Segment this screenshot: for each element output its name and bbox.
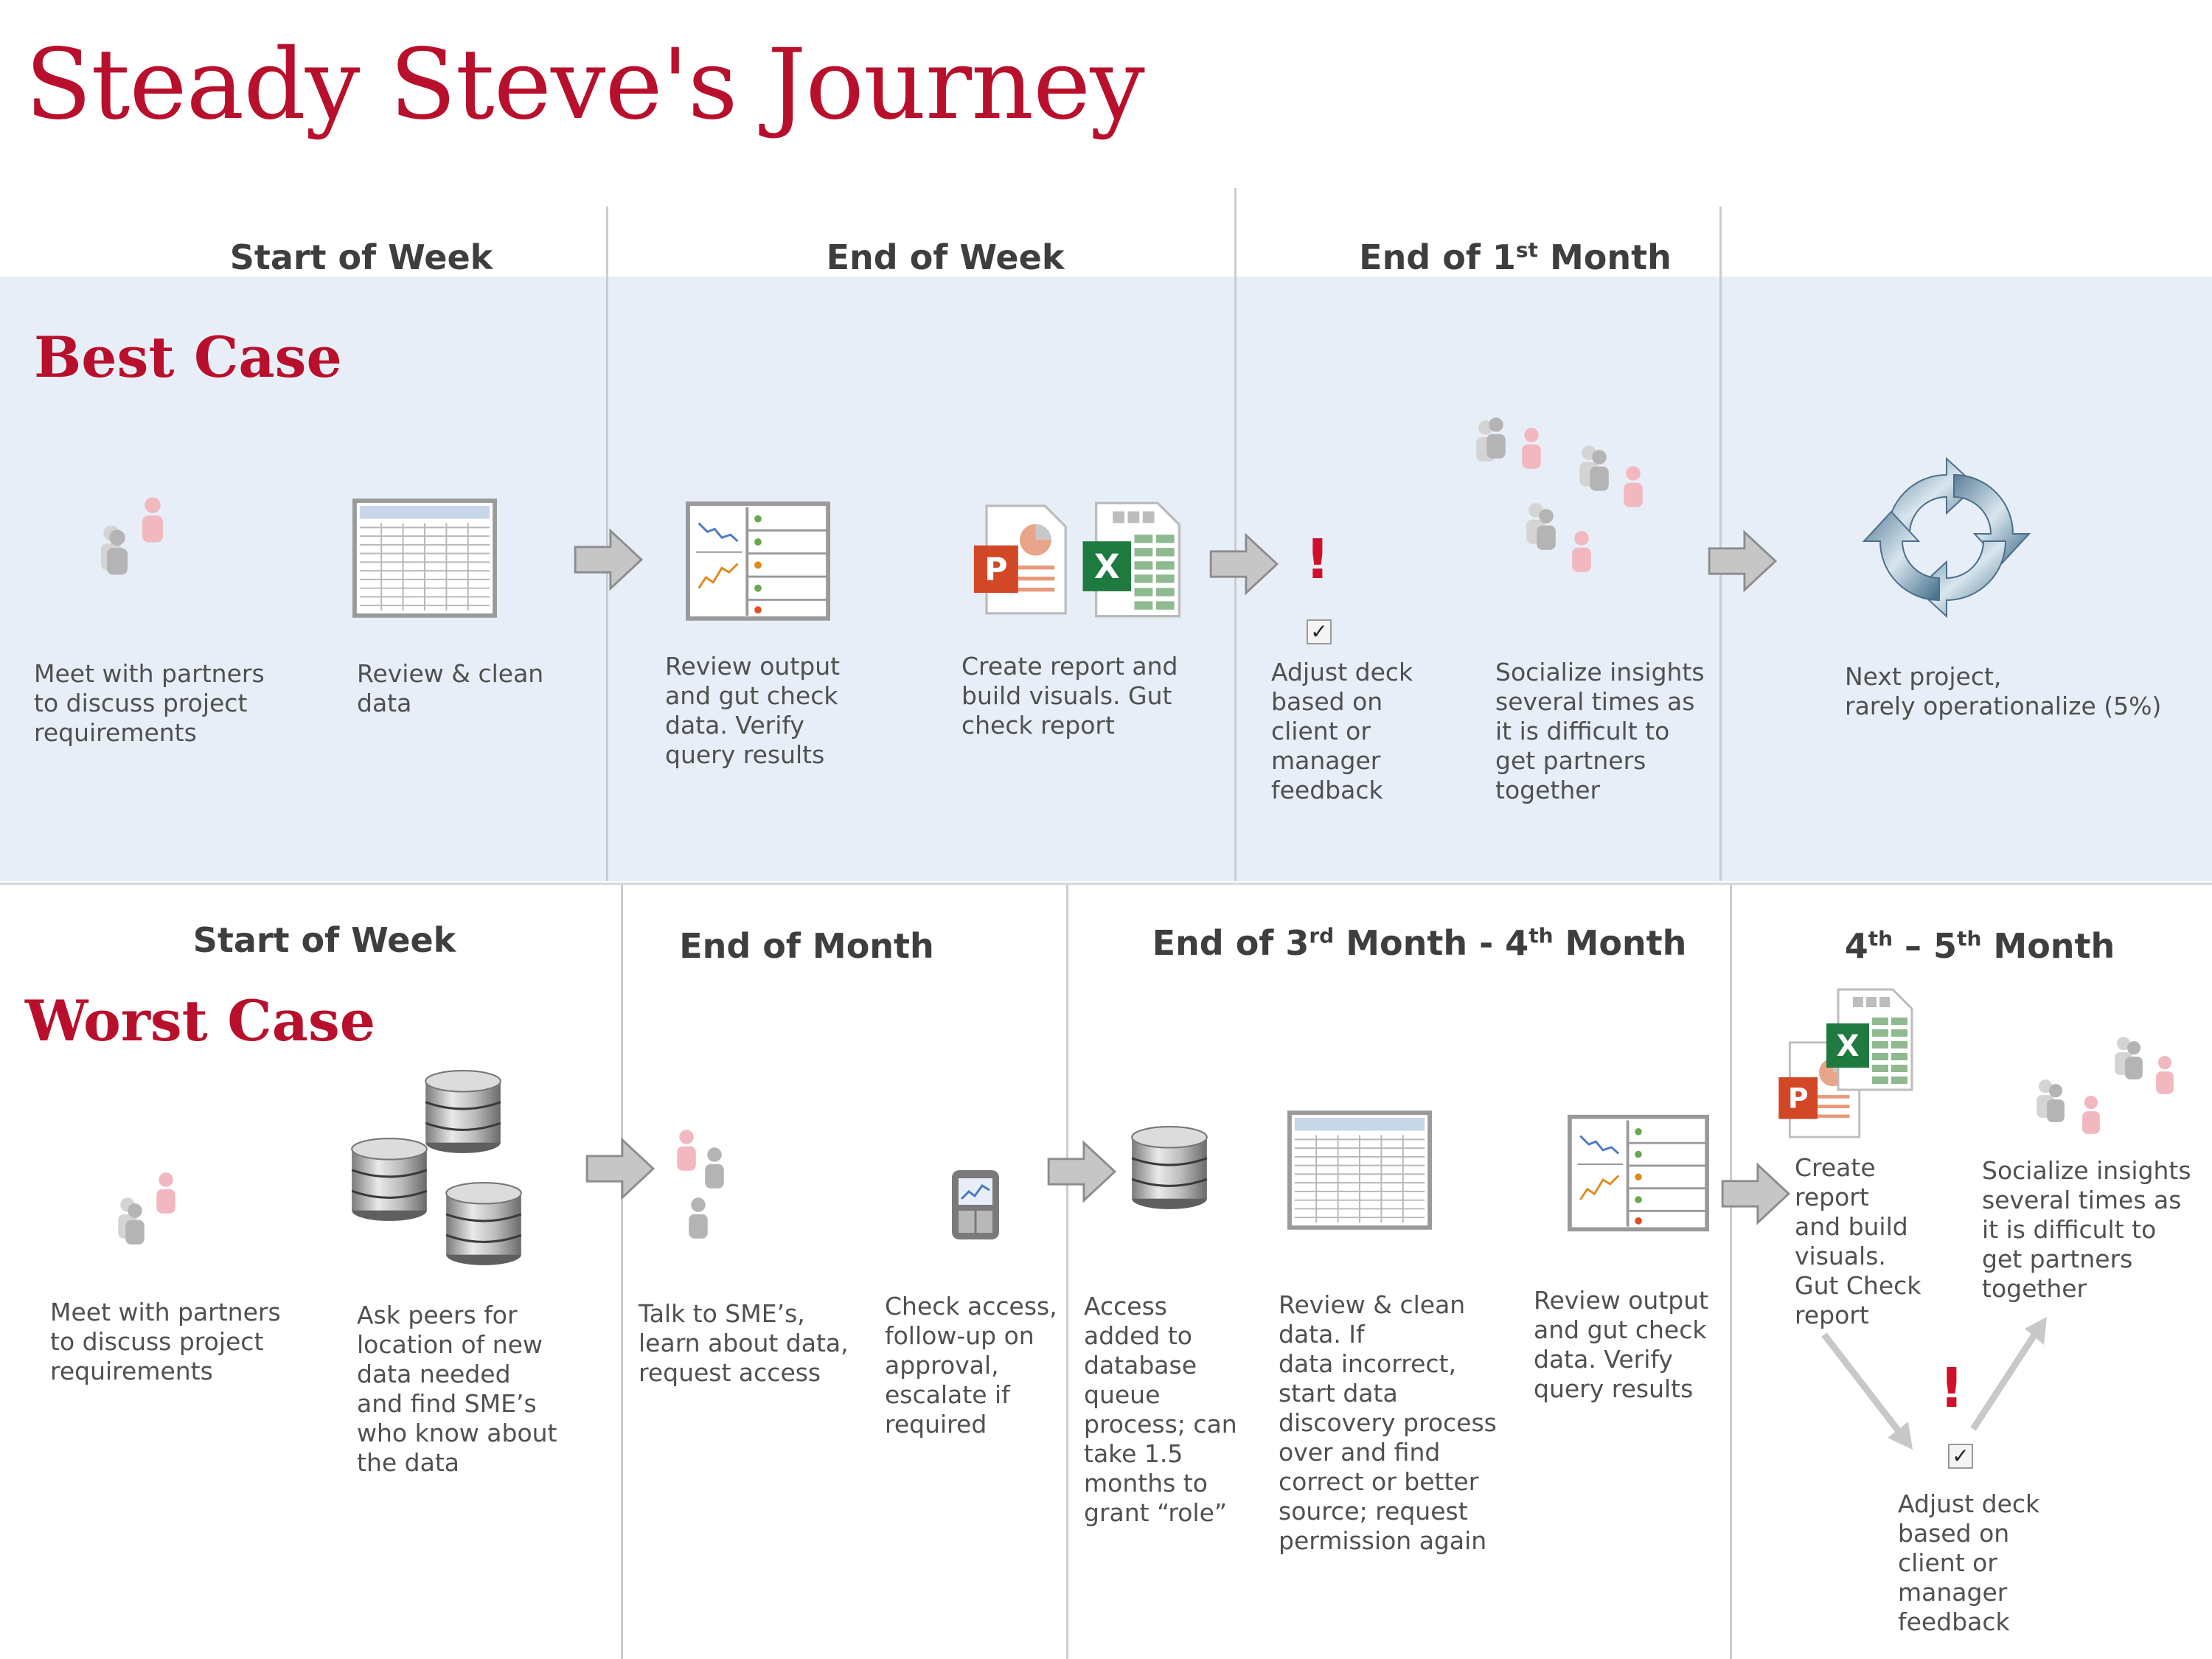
powerpoint-icon <box>972 504 1068 615</box>
alert-icon: ! <box>1305 528 1330 591</box>
cycle-icon <box>1858 453 2035 622</box>
arrow-icon <box>1047 1140 1118 1203</box>
checkbox-icon: ✓ <box>1948 1444 1973 1469</box>
best-header-3: End of 1st Month <box>1359 237 1672 277</box>
worst-case-title: Worst Case <box>25 988 376 1054</box>
worst-divider-2 <box>1066 885 1068 1659</box>
worst-header-4: 4th – 5th Month <box>1844 926 2115 966</box>
worst-step-10-text: Adjust deck based on client or manager feedback <box>1898 1489 2040 1636</box>
arrow-up-icon <box>1961 1312 2057 1438</box>
best-header-2: End of Week <box>826 237 1065 277</box>
mobile-device-icon <box>950 1168 1001 1242</box>
people-icon <box>108 1169 189 1251</box>
best-step-6-text: Socialize insights several times as it is difficult to get partners together <box>1495 658 1705 804</box>
people-group-icon <box>2032 1029 2180 1140</box>
best-step-3-text: Review output and gut check data. Verify query results <box>665 652 841 769</box>
page-title: Steady Steve's Journey <box>25 28 1144 142</box>
worst-step-2-text: Ask peers for location of new data needed and find SME’s who know about the data <box>357 1301 557 1477</box>
best-step-2-text: Review & clean data <box>357 659 544 717</box>
dashboard-icon <box>1568 1113 1709 1233</box>
worst-step-4-text: Check access, follow-up on approval, escalate if required <box>885 1292 1057 1439</box>
checkbox-icon: ✓ <box>1307 619 1332 644</box>
database-icon <box>422 1068 504 1158</box>
worst-divider-3 <box>1730 885 1732 1659</box>
people-icon <box>668 1127 749 1245</box>
spreadsheet-icon <box>352 498 497 618</box>
arrow-icon <box>1209 532 1280 596</box>
worst-step-3-text: Talk to SME’s, learn about data, request access <box>639 1299 849 1387</box>
best-step-5-text: Adjust deck based on client or manager feedback <box>1271 658 1413 804</box>
worst-step-6-text: Review & clean data. If data incorrect, start data discovery process over and find correct or better source; request permission again <box>1279 1290 1497 1555</box>
database-icon <box>348 1135 431 1225</box>
worst-step-7-text: Review output and gut check data. Verify query results <box>1534 1286 1709 1403</box>
dashboard-icon <box>686 501 830 621</box>
arrow-down-icon <box>1814 1327 1924 1460</box>
excel-icon <box>1081 501 1181 618</box>
worst-header-2: End of Month <box>679 926 934 966</box>
case-divider <box>0 883 2212 885</box>
arrow-icon <box>1721 1162 1792 1225</box>
excel-icon <box>1824 988 1914 1091</box>
people-icon <box>88 493 177 581</box>
arrow-icon <box>1708 529 1778 593</box>
best-step-4-text: Create report and build visuals. Gut check report <box>961 652 1178 740</box>
best-header-1: Start of Week <box>229 237 493 277</box>
arrow-icon <box>574 528 644 591</box>
people-group-icon <box>1467 397 1674 588</box>
database-icon <box>1128 1124 1211 1214</box>
worst-header-1: Start of Week <box>192 920 456 960</box>
best-case-title: Best Case <box>34 324 342 390</box>
worst-step-8-text: Create report and build visuals. Gut Check report <box>1795 1153 1921 1329</box>
database-icon <box>442 1180 525 1270</box>
alert-icon: ! <box>1939 1357 1964 1420</box>
best-step-7-text: Next project, rarely operationalize (5%) <box>1845 662 2162 720</box>
worst-header-3: End of 3rd Month - 4th Month <box>1152 923 1687 963</box>
worst-step-5-text: Access added to database queue process; can take 1.5 months to grant “role” <box>1084 1292 1237 1527</box>
worst-step-9-text: Socialize insights several times as it is difficult to get partners together <box>1982 1156 2191 1303</box>
best-step-1-text: Meet with partners to discuss project requirements <box>34 659 265 747</box>
spreadsheet-icon <box>1287 1110 1432 1230</box>
worst-divider-1 <box>621 885 623 1659</box>
arrow-icon <box>585 1137 656 1200</box>
worst-step-1-text: Meet with partners to discuss project requirements <box>50 1298 281 1385</box>
